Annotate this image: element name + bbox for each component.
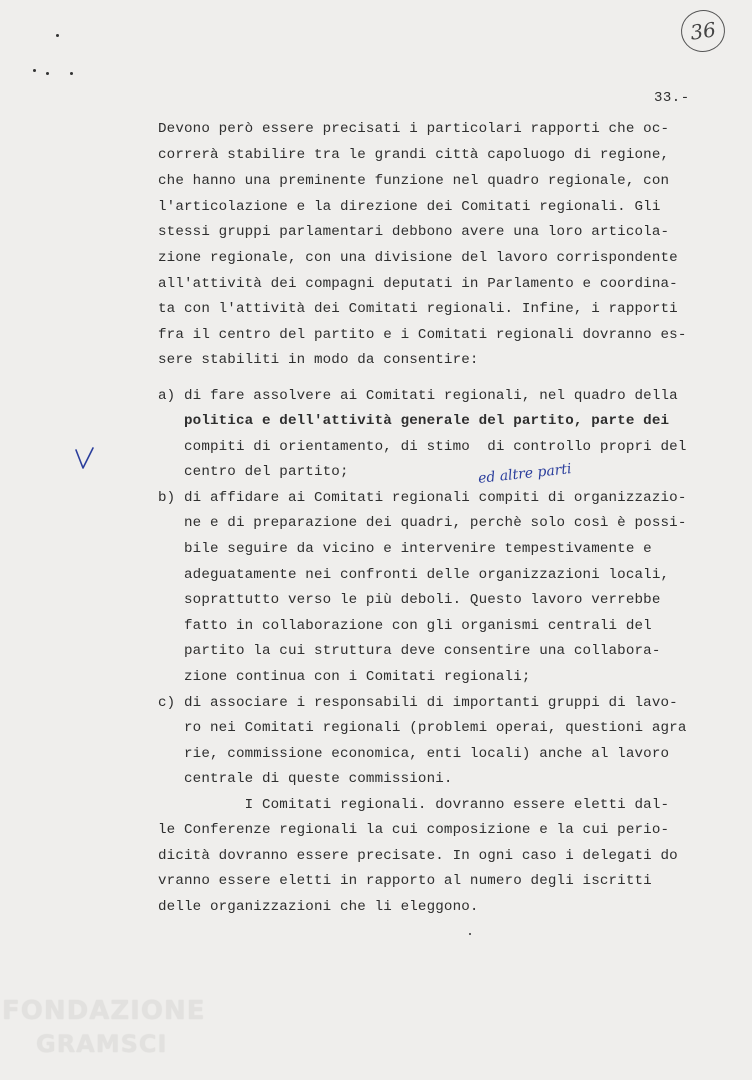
watermark-logo: FONDAZIONE bbox=[2, 996, 206, 1026]
list-item-b-line: soprattutto verso le più deboli. Questo lavoro verrebbe bbox=[158, 592, 661, 608]
closing-line: le Conferenze regionali la cui composizione e la cui perio- bbox=[158, 822, 670, 838]
ink-speck bbox=[46, 72, 49, 75]
watermark-logo: GRAMSCI bbox=[36, 1030, 168, 1058]
archive-page-stamp: 36 bbox=[678, 7, 727, 55]
ink-speck bbox=[56, 34, 59, 37]
paragraph-line: correrà stabilire tra le grandi città capoluogo di regione, bbox=[158, 147, 670, 163]
paragraph-line: fra il centro del partito e i Comitati regionali dovranno es- bbox=[158, 327, 687, 343]
paragraph-line: che hanno una preminente funzione nel quadro regionale, con bbox=[158, 173, 670, 189]
page-number: 33.- bbox=[654, 90, 690, 106]
list-item-a-line: a) di fare assolvere ai Comitati regionali, nel quadro della bbox=[158, 388, 678, 404]
closing-line: vranno essere eletti in rapporto al numero degli iscritti bbox=[158, 873, 652, 889]
list-item-b-line: ne e di preparazione dei quadri, perchè solo così è possi- bbox=[158, 515, 687, 531]
paragraph-line: Devono però essere precisati i particolari rapporti che oc- bbox=[158, 121, 670, 137]
paragraph-line: all'attività dei compagni deputati in Parlamento e coordina- bbox=[158, 276, 678, 292]
closing-line: delle organizzazioni che li eleggono. bbox=[158, 899, 479, 915]
list-item-a-line: centro del partito; bbox=[158, 464, 349, 480]
checkmark-icon bbox=[74, 446, 96, 470]
paragraph-line: zione regionale, con una divisione del lavoro corrispondente bbox=[158, 250, 678, 266]
list-item-b-line: adeguatamente nei confronti delle organizzazioni locali, bbox=[158, 567, 670, 583]
paragraph-line: l'articolazione e la direzione dei Comitati regionali. Gli bbox=[158, 199, 661, 215]
list-item-b-line: partito la cui struttura deve consentire una collabora- bbox=[158, 643, 661, 659]
ink-speck bbox=[70, 72, 73, 75]
paragraph-line: sere stabiliti in modo da consentire: bbox=[158, 352, 479, 368]
list-item-b-line: fatto in collaborazione con gli organismi centrali del bbox=[158, 618, 652, 634]
list-item-c-line: centrale di queste commissioni. bbox=[158, 771, 453, 787]
list-item-c-line: ro nei Comitati regionali (problemi operai, questioni agra bbox=[158, 720, 687, 736]
list-item-c-line: rie, commissione economica, enti locali) anche al lavoro bbox=[158, 746, 670, 762]
list-item-b-line: bile seguire da vicino e intervenire tempestivamente e bbox=[158, 541, 652, 557]
list-item-c-line: c) di associare i responsabili di importanti gruppi di lavo- bbox=[158, 695, 678, 711]
list-item-b-line: zione continua con i Comitati regionali; bbox=[158, 669, 531, 685]
closing-line: I Comitati regionali. dovranno essere eletti dal- bbox=[158, 797, 670, 813]
handwritten-annotation: ed altre parti bbox=[477, 461, 573, 487]
list-item-a-line: compiti di orientamento, di stimo di controllo propri del bbox=[158, 439, 687, 455]
list-item-b-line: b) di affidare ai Comitati regionali compiti di organizzazio- bbox=[158, 490, 687, 506]
closing-line: dicità dovranno essere precisate. In ogni caso i delegati do bbox=[158, 848, 678, 864]
paragraph-line: ta con l'attività dei Comitati regionali. Infine, i rapporti bbox=[158, 301, 678, 317]
ink-speck bbox=[469, 933, 471, 935]
list-item-a-line: politica e dell'attività generale del partito, parte dei bbox=[158, 413, 670, 429]
ink-speck bbox=[33, 69, 36, 72]
paragraph-line: stessi gruppi parlamentari debbono avere una loro articola- bbox=[158, 224, 670, 240]
